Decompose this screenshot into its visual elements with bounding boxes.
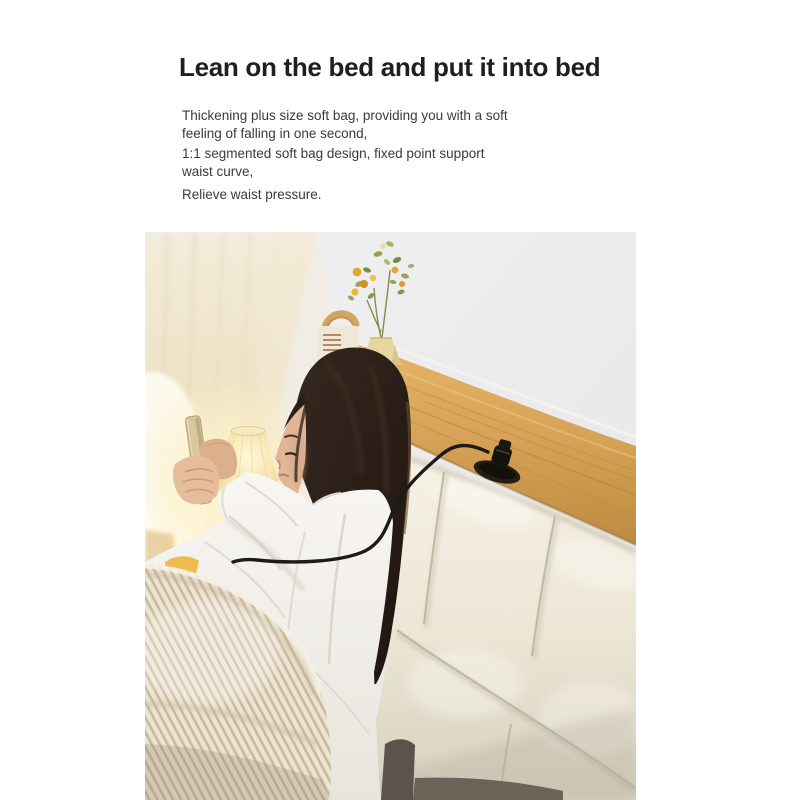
bedroom-scene (145, 232, 636, 800)
feature-text-1 (182, 107, 508, 142)
feature-text-2-line-2: waist curve, (182, 163, 254, 179)
feature-text-3-line-1: Relieve waist pressure. (182, 187, 322, 202)
feature-text-2-line-1: 1:1 segmented soft bag design, fixed point support (182, 146, 485, 161)
feature-text-1-line-2: feeling of falling in one second, (182, 125, 368, 141)
product-photo (145, 232, 636, 800)
feature-text-2 (182, 145, 484, 180)
feature-text-1-line-1: Thickening plus size soft bag, providing you with a soft (182, 108, 508, 123)
page-title: Lean on the bed and put it into bed (179, 52, 601, 82)
feature-text-3 (182, 186, 322, 204)
